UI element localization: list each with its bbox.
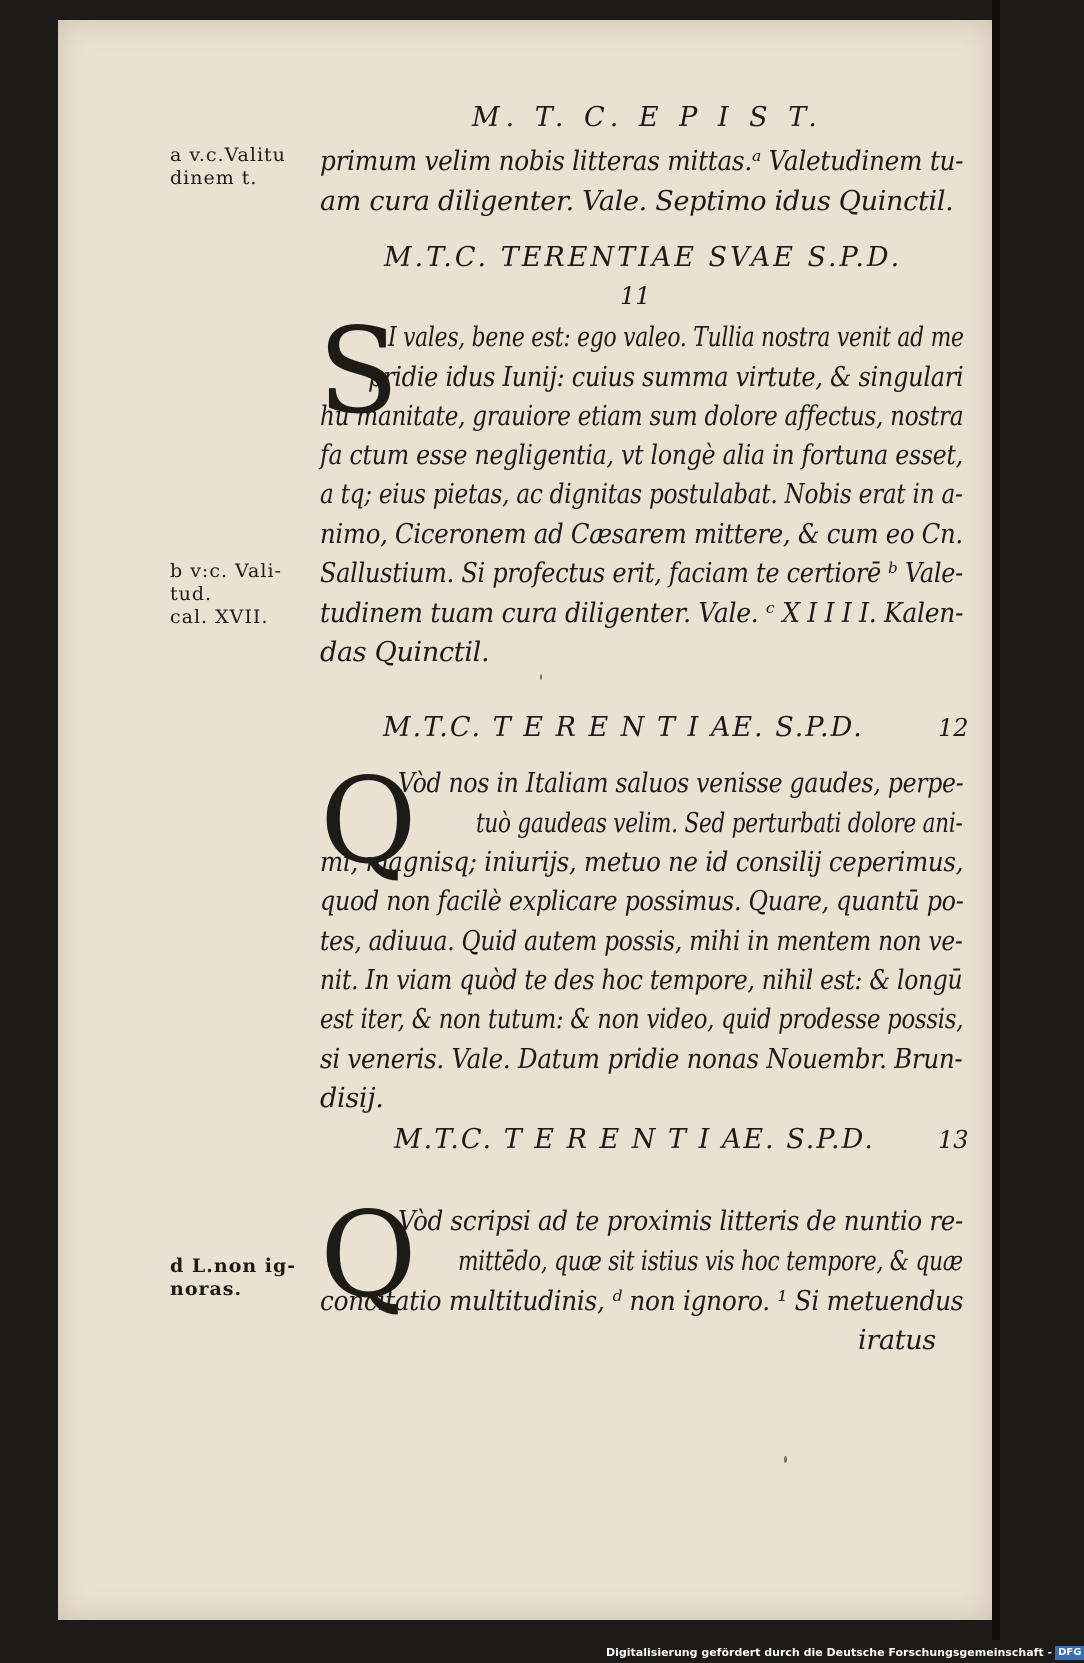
margin-note-a-line: a v.c.Valitu (170, 144, 286, 166)
text-line: mi, magnisq; iniurijs, metuo ne id consilij ceperimus, (320, 847, 964, 878)
text-line: nimo, Ciceronem ad Cæsarem mittere, & cum eo Cn. (320, 519, 963, 550)
margin-note-a-line: dinem t. (170, 167, 258, 189)
margin-note-b (170, 560, 282, 629)
text-line: am cura diligenter. Vale. Septimo idus Quinctil. (320, 186, 954, 217)
letter-number: 13 (938, 1126, 969, 1154)
margin-note-b-line: b v:c. Vali- (170, 560, 282, 582)
letter-number: 11 (620, 282, 651, 310)
catchword: iratus (858, 1325, 936, 1356)
book-page (58, 20, 992, 1620)
letter-heading: M.T.C. TERENTIAE SVAE S.P.D. (384, 242, 903, 273)
text-line: fa ctum esse negligentia, vt longè alia in fortuna esset, (320, 440, 963, 471)
letter-heading: M.T.C. T E R E N T I AE. S.P.D. (383, 712, 864, 743)
text-line: I vales, bene est: ego valeo. Tullia nostra venit ad me (388, 322, 964, 353)
text-line: tes, adiuua. Quid autem possis, mihi in mentem non ve- (320, 926, 963, 957)
margin-note-d (170, 1255, 296, 1301)
scan-edge (992, 0, 1000, 1640)
text-line: hu manitate, grauiore etiam sum dolore affectus, nostra (320, 401, 964, 432)
text-line: disij. (320, 1083, 384, 1114)
drop-capital: Q (320, 1186, 417, 1324)
margin-note-d-line: noras. (170, 1278, 243, 1300)
letter-heading: M.T.C. T E R E N T I AE. S.P.D. (394, 1124, 875, 1155)
margin-note-d-line: d L.non ig- (170, 1255, 297, 1277)
text-line: quod non facilè explicare possimus. Quare, quantū po- (320, 886, 964, 917)
text-line: Vòd nos in Italiam saluos venisse gaudes, perpe- (398, 768, 964, 799)
text-line: tudinem tuam cura diligenter. Vale. ᶜ X I I I I. Kalen- (320, 598, 964, 629)
text-line: Vòd scripsi ad te proximis litteris de nuntio re- (398, 1206, 964, 1237)
margin-note-b-line: cal. XVII. (170, 606, 269, 628)
text-line: est iter, & non tutum: & non video, quid prodesse possis, (320, 1004, 964, 1035)
paper-speck (784, 1456, 787, 1463)
text-line: primum velim nobis litteras mittas.ᵃ Valetudinem tu- (320, 146, 964, 177)
footer-text: Digitalisierung gefördert durch die Deutsche Forschungsgemeinschaft - (606, 1646, 1053, 1659)
drop-capital: Q (320, 752, 417, 890)
text-line: Sallustium. Si profectus erit, faciam te certiorē ᵇ Vale- (320, 558, 964, 589)
dfg-logo: DFG (1055, 1646, 1084, 1660)
margin-note-b-line: tud. (170, 583, 213, 605)
text-line: pridie idus Iunij: cuius summa virtute, & singulari (368, 362, 964, 393)
text-line: si veneris. Vale. Datum pridie nonas Nouembr. Brun- (320, 1044, 963, 1075)
letter-number: 12 (938, 714, 969, 742)
text-line: nit. In viam quòd te des hoc tempore, nihil est: & longū (320, 965, 963, 996)
digitization-footer (606, 1642, 1082, 1663)
paper-speck (540, 674, 542, 680)
drop-capital: S (318, 302, 399, 440)
text-line: a tq; eius pietas, ac dignitas postulabat. Nobis erat in a- (320, 479, 963, 510)
text-line: tuò gaudeas velim. Sed perturbati dolore ani- (476, 808, 963, 839)
text-line: mittēdo, quæ sit istius vis hoc tempore, & quæ (458, 1246, 963, 1277)
margin-note-a (170, 144, 286, 190)
text-line: concitatio multitudinis, ᵈ non ignoro. ¹ Si metuendus (320, 1286, 964, 1317)
running-head: M. T. C. E P I S T. (472, 102, 823, 133)
text-line: das Quinctil. (320, 637, 490, 668)
